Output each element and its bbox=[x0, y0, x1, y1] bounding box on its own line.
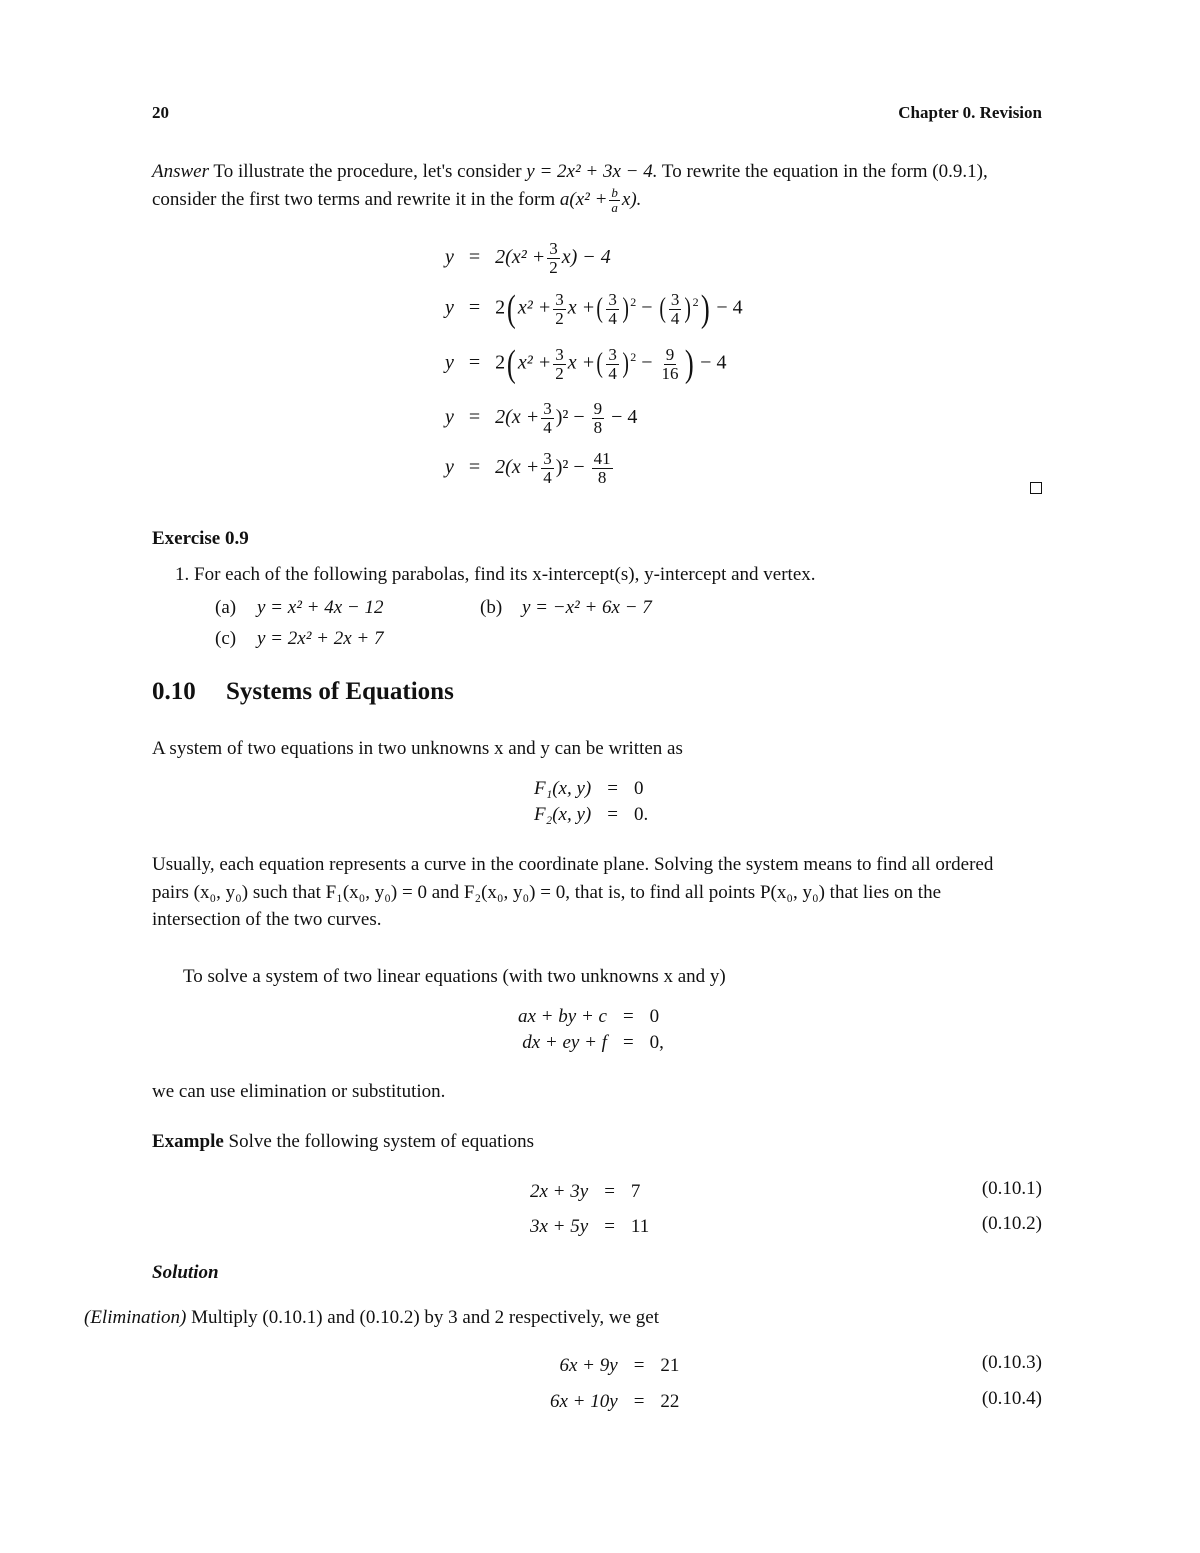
system-elimination: 6x + 9y = 21 6x + 10y = 22 bbox=[550, 1355, 680, 1412]
section-title: Systems of Equations bbox=[226, 678, 454, 705]
derivation-row-3: y = 2(x² + $\frac{3}{2}$ x +( $\frac{3}{4}$ )$^2$ − $\frac{9}{16}$ ) − 4 bbox=[445, 343, 727, 385]
derivation-row-5: y = 2(x + $\frac{3}{4}$ )² − $\frac{41}{8}$ bbox=[445, 449, 611, 487]
exercise-b-equation: y = −x² + 6x − 7 bbox=[522, 597, 652, 618]
exercise-a-equation: y = x² + 4x − 12 bbox=[257, 597, 384, 618]
page-number: 20 bbox=[152, 103, 169, 122]
elimination-text: Multiply (0.10.1) and (0.10.2) by 3 and 2 respectively, we get bbox=[191, 1307, 659, 1328]
answer-text-1a: To illustrate the procedure, let's consider bbox=[213, 161, 522, 182]
equation-number-3: (0.10.3) bbox=[981, 1352, 1042, 1373]
exercise-c-label: (c) bbox=[215, 628, 237, 649]
derivation-row-2: y = 2(x² + $\frac{3}{2}$ x +( $\frac{3}{4}$ )$^2$ − ( $\frac{3}{4}$ )$^2$) − 4 bbox=[445, 288, 743, 330]
paragraph-4: we can use elimination or substitution. bbox=[152, 1081, 446, 1102]
solution-label: Solution bbox=[152, 1262, 219, 1283]
elimination-paragraph bbox=[84, 1304, 659, 1332]
answer-text-2a: consider the first two terms and rewrite it in the form bbox=[152, 188, 556, 210]
paragraph-2: Usually, each equation represents a curve in the coordinate plane. Solving the system means to find all ordered pairs (x₀, y₀) such that F₁(x₀, y₀) = 0 and F₂(x₀, y₀) = 0, that is, to find all points P(x₀, y₀) that lies on the intersection of the two curves. bbox=[152, 854, 994, 931]
example-heading bbox=[152, 1128, 534, 1156]
equation-number-4: (0.10.4) bbox=[981, 1388, 1042, 1409]
exercise-b-label: (b) bbox=[480, 597, 503, 618]
exercise-title: Exercise 0.9 bbox=[152, 528, 249, 549]
answer-fraction: $\frac{b}{a}$ bbox=[611, 185, 618, 215]
equation-number-1: (0.10.1) bbox=[981, 1178, 1042, 1199]
qed-box bbox=[1030, 482, 1042, 494]
system-general: F₁(x, y) = 0 F₂(x, y) = 0. bbox=[534, 778, 649, 825]
answer-form-a: a(x² + bbox=[559, 188, 608, 210]
exercise-item-1: 1. For each of the following parabolas, find its x-intercept(s), y-intercept and vertex. bbox=[175, 564, 816, 585]
section-number: 0.10 bbox=[152, 678, 196, 705]
system-example: 2x + 3y = 7 3x + 5y = 11 bbox=[530, 1180, 650, 1237]
answer-paragraph bbox=[152, 158, 1052, 214]
paragraph-1: A system of two equations in two unknowns x and y can be written as bbox=[152, 738, 683, 759]
answer-equation: y = 2x² + 3x − 4. bbox=[526, 161, 658, 182]
example-label: Example bbox=[152, 1131, 224, 1152]
exercise-a-label: (a) bbox=[215, 597, 237, 618]
chapter-header: Chapter 0. Revision bbox=[898, 103, 1042, 122]
answer-text-1b: To rewrite the equation in the form (0.9.1), bbox=[661, 161, 988, 182]
equation-number-2: (0.10.2) bbox=[981, 1213, 1042, 1234]
answer-label: Answer bbox=[152, 161, 209, 182]
paragraph-3: To solve a system of two linear equations (with two unknowns x and y) bbox=[183, 966, 726, 987]
elimination-label: (Elimination) bbox=[84, 1307, 187, 1328]
exercise-c-equation: y = 2x² + 2x + 7 bbox=[257, 628, 384, 649]
derivation-row-4: y = 2(x + $\frac{3}{4}$ )² − $\frac{9}{8}$ − 4 bbox=[445, 399, 638, 437]
derivation-row-1: y = 2(x² + $\frac{3}{2}$ x) − 4 bbox=[445, 239, 611, 277]
system-linear: ax + by + c = 0 dx + ey + f = 0, bbox=[518, 1006, 664, 1053]
example-text: Solve the following system of equations bbox=[228, 1131, 535, 1152]
answer-form-b: x). bbox=[621, 188, 642, 210]
